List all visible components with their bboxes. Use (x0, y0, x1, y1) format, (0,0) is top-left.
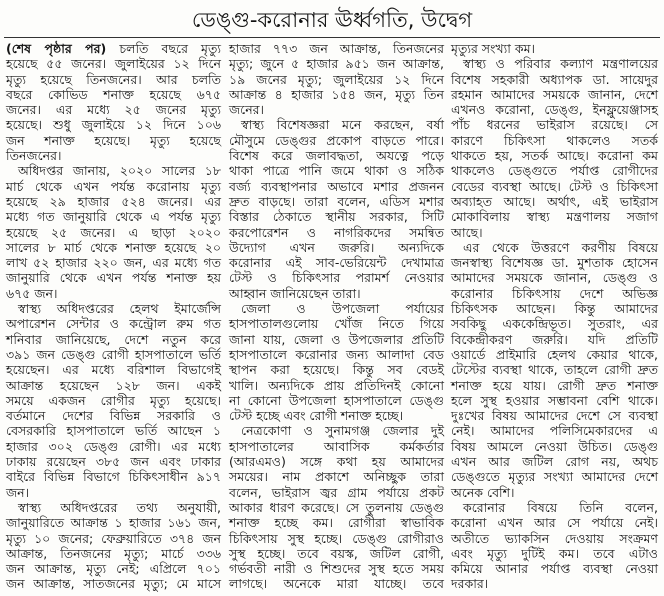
article-line: লাখ ৫২ হাজার ২২০ জন, এর মধ্যে গত (6, 255, 221, 271)
article-line: এখন আর জটিল রোগ নয়, অথচ (451, 454, 658, 470)
article-line: স্বাস্থ্য অধিদপ্তরের তথ্য অনুযায়ী, (18, 499, 221, 515)
article-line: গর্ভবতী নারী ও শিশুদের সুস্থ হতে সময় (229, 561, 444, 577)
article-line: থাকলেও ডেঙ্গুতে পর্যাপ্ত রোগীদের (451, 163, 658, 179)
article-line: হয়েছে ৫৫ জনের। জুলাইয়ের ১২ দিনে (6, 56, 221, 72)
article-line: শনাক্ত হয়ে যায়। রোগী দ্রুত শনাক্ত (451, 377, 658, 393)
article-line: হয়েছে। শুধু জুলাইয়ে ১২ দিনে ১০৬ (6, 117, 221, 133)
article-line: জন আক্রান্ত, সাতজনের মৃত্যু; মে মাসে (6, 576, 221, 592)
article-column-3 (451, 41, 658, 592)
article-line: এর থেকে উত্তরণে করণীয় বিষয়ে (463, 239, 658, 255)
article-line: করোনার চিকিৎসায় দেশে অভিজ্ঞ (451, 285, 658, 301)
article-line: মৃত্যু ১০ জনের; ফেব্রুয়ারিতে ৩৭৪ জন (6, 530, 221, 546)
article-line: শনিবার জানিয়েছে, দেশে নতুন করে (6, 331, 221, 347)
article-line: ৬৭৫ জন। (6, 285, 58, 301)
article-line: আছে। (451, 224, 483, 240)
article-line: বিকেন্দ্রীকরণ জরুরি। যদি প্রতিটি (451, 331, 658, 347)
article-line: স্বাস্থ্য বিশেষজ্ঞরা মনে করছেন, বর্ষা (241, 117, 444, 133)
article-line: বলেন, ভাইরাস জ্বর গ্রাম পর্যায়ে প্রকট (229, 484, 444, 500)
article-paragraph (229, 301, 444, 423)
article-line: হলে সুস্থ হওয়ার সম্ভাবনা বেশি থাকে। (451, 392, 658, 408)
article-paragraph (451, 240, 658, 500)
article-line: অনেক বেশি। (451, 484, 515, 500)
article-line: জনের। (229, 102, 265, 118)
article-line: তিনজনের। (6, 148, 62, 164)
article-line: টেস্ট ও চিকিৎসার পরামর্শ নেওয়ার (229, 270, 444, 286)
article-paragraph (451, 56, 658, 240)
article-line: থাকতে হয়, সতর্ক আছে। করোনা কম (451, 148, 658, 164)
article-line: চিকিৎসক আছেন। কিন্তু আমাদের (451, 301, 658, 317)
article-line: করোনার বিষয়ে তিনি বলেন, (463, 499, 658, 515)
article-line: কমিয়ে আনার পর্যাপ্ত ব্যবস্থা নেওয়া (451, 561, 658, 577)
article-line: মার্চ থেকে এখন পর্যন্ত করোনায় মৃত্যু (6, 178, 221, 194)
article-paragraph (6, 500, 221, 592)
article-line: আক্রান্ত ৪ হাজার ১৫৪ জন, মৃত্যু তিন (229, 86, 444, 102)
article-paragraph (229, 423, 444, 591)
article-line: ডেঙ্গুতে মৃত্যুর সংখ্যা আমাদের দেশে (451, 469, 658, 485)
article-line: আমাদের সময়কে জানান, ডেঙ্গু ও (451, 270, 658, 286)
article-line: বছরে কোভিড শনাক্ত হয়েছে ৬৭৫ (6, 86, 221, 102)
article-line: পাঁচ ধরনের ভাইরাস রয়েছে। সে (451, 117, 658, 133)
article-line: মৃত্যু; জুনে ৫ হাজার ৯৫১ জন আক্রান্ত, (229, 56, 444, 72)
article-line: সালের ৮ মার্চ থেকে শনাক্ত হয়েছে ২০ (6, 239, 221, 255)
article-line: দ্রুত বাড়ছে। তারা বলেন, এডিস মশার (229, 193, 444, 209)
article-line: হাজার ৭৭৩ জন আক্রান্ত, তিনজনের (229, 41, 444, 56)
article-line: জনের। এর মধ্যে ২৫ জনের মৃত্যু (6, 102, 221, 118)
article-line: হাসপাতালের আবাসিক কর্মকর্তার (229, 438, 444, 454)
article-line: জানুয়ারি থেকে এখন পর্যন্ত শনাক্ত হয় (6, 270, 221, 286)
article-line: মৌসুমে ডেঙ্গুর প্রকোপ বাড়তে পারে। (229, 132, 444, 148)
article-paragraph (6, 163, 221, 301)
article-line: মধ্যে গত জানুয়ারি থেকে এ পর্যন্ত মৃত্যু (6, 209, 221, 225)
article-line: জানুয়ারিতে আক্রান্ত ১ হাজার ১৬১ জন, (6, 515, 221, 531)
article-line: নেই। আমাদের পলিসিমেকারদের এ (451, 423, 658, 439)
article-line: খালি। অন্যদিকে প্রায় প্রতিদিনই কোনো (229, 377, 444, 393)
article-line: জন। (6, 484, 30, 500)
article-line: করপোরেশন ও নাগরিকদের সমন্বিত (229, 224, 444, 240)
article-line: বেসরকারি হাসপাতালে ভর্তি আছেন ১ (6, 423, 221, 439)
article-line: সুস্থ হচ্ছে। তবে বয়স্ক, জটিল রোগী, (229, 545, 444, 561)
article-line: আহ্বান জানিয়েছেন তারা। (229, 285, 361, 301)
article-paragraph (229, 41, 444, 117)
article-line: আকার ধারণ করেছে। সে তুলনায় ডেঙ্গু (229, 499, 444, 515)
article-line: স্বাস্থ্য অধিদপ্তরের হেলথ ইমার্জেন্সি (18, 301, 221, 317)
article-line: স্বাস্থ্য ও পরিবার কল্যাণ মন্ত্রণালয়ের (463, 56, 658, 72)
article-line: আক্রান্ত, তিনজনের মৃত্যু; মার্চে ৩৩৬ (6, 545, 221, 561)
article-line: জনস্বাস্থ্য বিশেষজ্ঞ ডা. মুশতাক হোসেন (451, 255, 658, 271)
article-line: বিস্তার ঠেকাতে স্থানীয় সরকার, সিটি (229, 209, 444, 225)
article-paragraph (229, 117, 444, 301)
article-line: শনাক্ত হচ্ছে কম। রোগীরা স্বাভাবিক (229, 515, 444, 531)
article-line: হয়েছে ২৯ হাজার ৫২৪ জনের। এর (6, 193, 221, 209)
article-paragraph (451, 41, 658, 56)
article-line: বাইরে বিভিন্ন বিভাগে চিকিৎসাধীন ৯১৭ (6, 469, 221, 485)
article-line: উদ্যোগ এখন জরুরি। অন্যদিকে (229, 239, 444, 255)
article-line: দুঃখের বিষয় আমাদের দেশে সে ব্যবস্থা (451, 408, 658, 424)
article-line: ঢাকায় রয়েছেন ৩৮৫ জন এবং ঢাকার (6, 454, 221, 470)
article-line: লাগছে। অনেকে মারা যাচ্ছে। তবে (229, 576, 444, 592)
article-line: (আরএমও) সঙ্গে কথা হয় আমাদের (229, 454, 444, 470)
article-line: হাজার ৩০২ ডেঙ্গু রোগী। এর মধ্যে (6, 438, 221, 454)
article-line: থাকা পাত্রে পানি জমে থাকা ও সঠিক (229, 163, 444, 179)
article-line: জেলা ও উপজেলা পর্যায়ের (241, 301, 444, 317)
article-line: নেত্রকোণা ও সুনামগঞ্জ জেলার দুই (241, 423, 444, 439)
article-line: রহমান আমাদের সময়কে জানান, দেশে (451, 86, 658, 102)
article-line: মোকাবিলায় স্বাস্থ্য মন্ত্রণালয় সজাগ (451, 209, 658, 225)
continued-from-label: (শেষ পৃষ্ঠার পর) (6, 41, 107, 56)
article-line: মৃত্যুর সংখ্যা কম। (451, 41, 536, 56)
article-line: সবকিছু এককেন্দ্রিভূত। সুতরাং, এর (451, 316, 658, 332)
article-line: করোনা এখন আর সে পর্যায়ে নেই। (451, 515, 658, 531)
article-line-text: চলতি বছরে মৃত্যু (119, 41, 222, 56)
article-line: ওয়ার্ডে প্রাইমারি হেলথ কেয়ার থাকে, (451, 346, 658, 362)
article-line: চিকিৎসায় সুস্থ হচ্ছে। ডেঙ্গু রোগীরাও (229, 530, 444, 546)
article-line: জানা যায়, জেলা ও উপজেলার প্রতিটি (229, 331, 444, 347)
article-line: বর্তমানে দেশের বিভিন্ন সরকারি ও (6, 408, 221, 424)
article-line: বেডের ব্যবস্থা আছে। টেস্ট ও চিকিৎসা (451, 178, 658, 194)
article-paragraph (6, 301, 221, 500)
article-paragraph (6, 41, 221, 163)
article-line: জন শনাক্ত হয়েছে। মৃত্যু হয়েছে (6, 132, 221, 148)
article-line: অধিদপ্তর জানায়, ২০২০ সালের ১৮ (18, 163, 221, 179)
article-line: বিশেষ সহকারী অধ্যাপক ডা. সায়েদুর (451, 71, 658, 87)
article-line: সময়ের। নাম প্রকাশে অনিচ্ছুক তারা (229, 469, 444, 485)
article-line: অব্যাহত আছে। অর্থাৎ, এই ভাইরাস (451, 193, 658, 209)
article-column-1 (6, 41, 221, 592)
article-line: আক্রান্ত হয়েছেন ১২৮ জন। একই (6, 377, 221, 393)
article-line: অতীতে ভ্যাকসিন দেওয়ায় সংক্রমণ (451, 530, 658, 546)
article-line: বিষয় আমলে নেওয়া উচিত। ডেঙ্গু (451, 438, 658, 454)
headline-rule (4, 37, 660, 38)
article-line: সময়ে একজন রোগীর মৃত্যু হয়েছে। (6, 392, 221, 408)
article-line: ৩৯১ জন ডেঙ্গু রোগী হাসপাতালে ভর্তি (6, 346, 221, 362)
article-paragraph (451, 500, 658, 592)
headline: ডেঙ্গু-করোনার ঊর্ধ্বগতি, উদ্বেগ (191, 8, 473, 32)
article-line: টেস্ট হচ্ছে এবং রোগী শনাক্ত হচ্ছে। (229, 408, 404, 424)
article-line: অপারেশন সেন্টার ও কন্ট্রোল রুম গত (6, 316, 221, 332)
article-line: দরকার। (451, 576, 489, 592)
article-line: এখনও করোনা, ডেঙ্গু, ইনফ্লুয়েঞ্জাসহ (451, 102, 658, 118)
article-line: বর্জ্য ব্যবস্থাপনার অভাবে মশার প্রজনন (229, 178, 444, 194)
article-line: হাসপাতালগুলোয় খোঁজ নিতে গিয়ে (229, 316, 444, 332)
article-line: ১৯ জনের মৃত্যু; জুলাইয়ের ১২ দিনে (229, 71, 444, 87)
article-line: না কোনো উপজেলা হাসপাতালে ডেঙ্গু (229, 392, 444, 408)
article-line: হাসপাতালে করোনার জন্য আলাদা বেড (229, 346, 444, 362)
article-line: হয়েছেন। এর মধ্যে বরিশাল বিভাগেই (6, 362, 221, 378)
article-line: বিশেষ করে জলাবদ্ধতা, অযত্নে পড়ে (229, 148, 444, 164)
article-line: হয়েছে ২৫ জনের। এ ছাড়া ২০২০ (6, 224, 221, 240)
article-line: এবং মৃত্যু দুটিই কম। তবে এটাও (451, 545, 658, 561)
article-line: স্থাপন করা হয়েছে। কিন্তু সব বেডই (229, 362, 444, 378)
article-line: টেস্টের ব্যবস্থা থাকে, তাহলে রোগী দ্রুত (451, 362, 658, 378)
article-line (6, 41, 221, 56)
article-line: কারণে চিকিৎসা থাকলেও সতর্ক (451, 132, 658, 148)
article-column-2 (229, 41, 444, 592)
article-line: জন আক্রান্ত, মৃত্যু নেই; এপ্রিলে ৭০১ (6, 561, 221, 577)
article-line: মৃত্যু হয়েছে তিনজনের। আর চলতি (6, 71, 221, 87)
article-line: করোনার এই সাব-ভেরিয়েন্ট দেখামাত্র (229, 255, 444, 271)
